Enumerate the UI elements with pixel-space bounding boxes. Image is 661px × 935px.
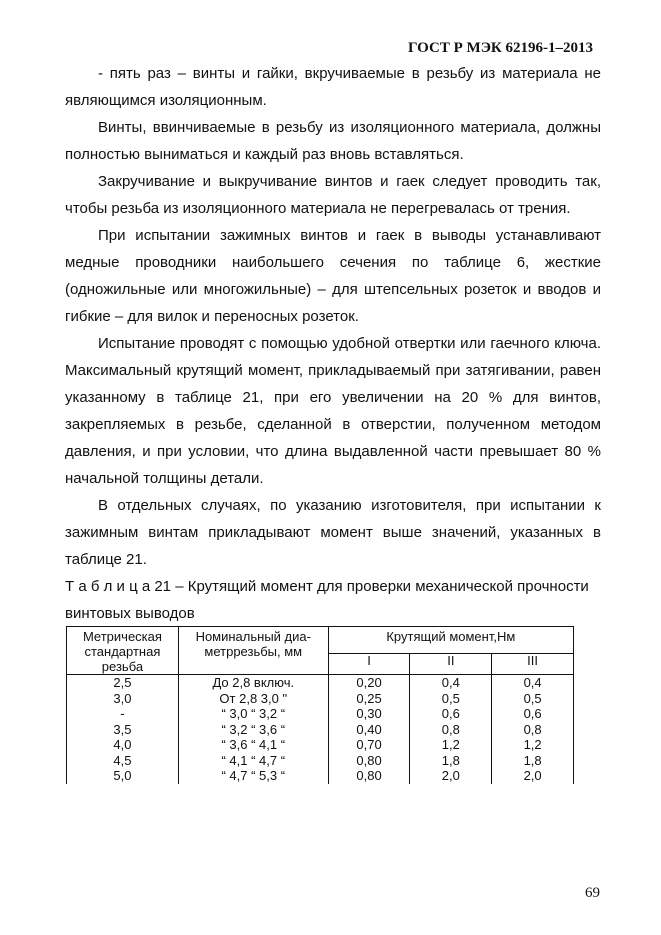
table-row: [67, 722, 574, 738]
table-caption-label: Т а б л и ц а 21: [65, 578, 172, 595]
cell-torque-iii: 1,2: [492, 737, 574, 753]
table-row: [67, 691, 574, 707]
cell-torque-iii: 2,0: [492, 768, 574, 784]
cell-torque-i: 0,80: [328, 768, 410, 784]
cell-torque-iii: 1,8: [492, 753, 574, 769]
cell-diameter: “ 4,7 “ 5,3 “: [178, 768, 328, 784]
cell-thread: -: [67, 706, 179, 722]
paragraph: При испытании зажимных винтов и гаек в выводы устанавливают медные проводники наибольшего сечения по таблице 6, жесткие (одножильные или многожильные) – для штепсельных розеток и вводов и гибкие – для вилок и переносных розеток.: [65, 227, 601, 325]
cell-torque-i: 0,25: [328, 691, 410, 707]
cell-thread: 3,0: [67, 691, 179, 707]
cell-thread: 4,0: [67, 737, 179, 753]
table-caption-text: – Крутящий момент для проверки механической прочности винтовых выводов: [65, 578, 589, 622]
cell-torque-i: 0,30: [328, 706, 410, 722]
header-torque: Крутящий момент,Нм: [328, 627, 573, 654]
header-class-iii: III: [492, 654, 574, 675]
table-caption: [65, 573, 601, 627]
paragraph: В отдельных случаях, по указанию изготовителя, при испытании к зажимным винтам прикладывают момент выше значений, указанных в таблице 21.: [65, 497, 601, 568]
cell-torque-i: 0,80: [328, 753, 410, 769]
paragraph: Испытание проводят с помощью удобной отвертки или гаечного ключа. Максимальный крутящий момент, прикладываемый при затягивании, равен указанному в таблице 21, при его увеличении на 20 % для винтов, закрепляемых в резьбе, сделанной в отверстии, полученном методом давления, и при условии, что длина выдавленной части превышает 80 % начальной толщины детали.: [65, 335, 601, 487]
header-class-i: I: [328, 654, 410, 675]
table-row: [67, 706, 574, 722]
cell-diameter: “ 3,2 “ 3,6 “: [178, 722, 328, 738]
page-number: 69: [585, 885, 600, 901]
body-text: [65, 60, 601, 627]
cell-torque-i: 0,70: [328, 737, 410, 753]
cell-torque-i: 0,40: [328, 722, 410, 738]
paragraph: Закручивание и выкручивание винтов и гаек следует проводить так, чтобы резьба из изоляционного материала не перегревалась от трения.: [65, 173, 601, 217]
header-thread: Метрическая стандартная резьба: [67, 627, 179, 675]
header-diameter: Номинальный диа-метррезьбы, мм: [178, 627, 328, 675]
cell-torque-ii: 0,6: [410, 706, 492, 722]
paragraph: - пять раз – винты и гайки, вкручиваемые в резьбу из материала не являющимся изоляционным.: [65, 65, 601, 109]
cell-torque-ii: 0,8: [410, 722, 492, 738]
cell-diameter: “ 4,1 “ 4,7 “: [178, 753, 328, 769]
cell-thread: 3,5: [67, 722, 179, 738]
cell-thread: 5,0: [67, 768, 179, 784]
cell-torque-ii: 2,0: [410, 768, 492, 784]
header-class-ii: II: [410, 654, 492, 675]
cell-diameter: До 2,8 включ.: [178, 675, 328, 691]
document-header: ГОСТ Р МЭК 62196-1–2013: [408, 40, 593, 56]
table-row: [67, 737, 574, 753]
cell-diameter: “ 3,0 “ 3,2 “: [178, 706, 328, 722]
cell-torque-ii: 1,2: [410, 737, 492, 753]
paragraph: Винты, ввинчиваемые в резьбу из изоляционного материала, должны полностью выниматься и каждый раз вновь вставляться.: [65, 119, 601, 163]
cell-torque-ii: 0,5: [410, 691, 492, 707]
cell-thread: 4,5: [67, 753, 179, 769]
cell-thread: 2,5: [67, 675, 179, 691]
cell-torque-ii: 1,8: [410, 753, 492, 769]
table-row: [67, 675, 574, 691]
cell-torque-ii: 0,4: [410, 675, 492, 691]
cell-torque-iii: 0,5: [492, 691, 574, 707]
cell-torque-iii: 0,8: [492, 722, 574, 738]
table-row: [67, 753, 574, 769]
cell-diameter: “ 3,6 “ 4,1 “: [178, 737, 328, 753]
table-row: [67, 768, 574, 784]
cell-torque-iii: 0,4: [492, 675, 574, 691]
cell-diameter: От 2,8 3,0 ": [178, 691, 328, 707]
cell-torque-i: 0,20: [328, 675, 410, 691]
cell-torque-iii: 0,6: [492, 706, 574, 722]
torque-table: [66, 626, 574, 784]
